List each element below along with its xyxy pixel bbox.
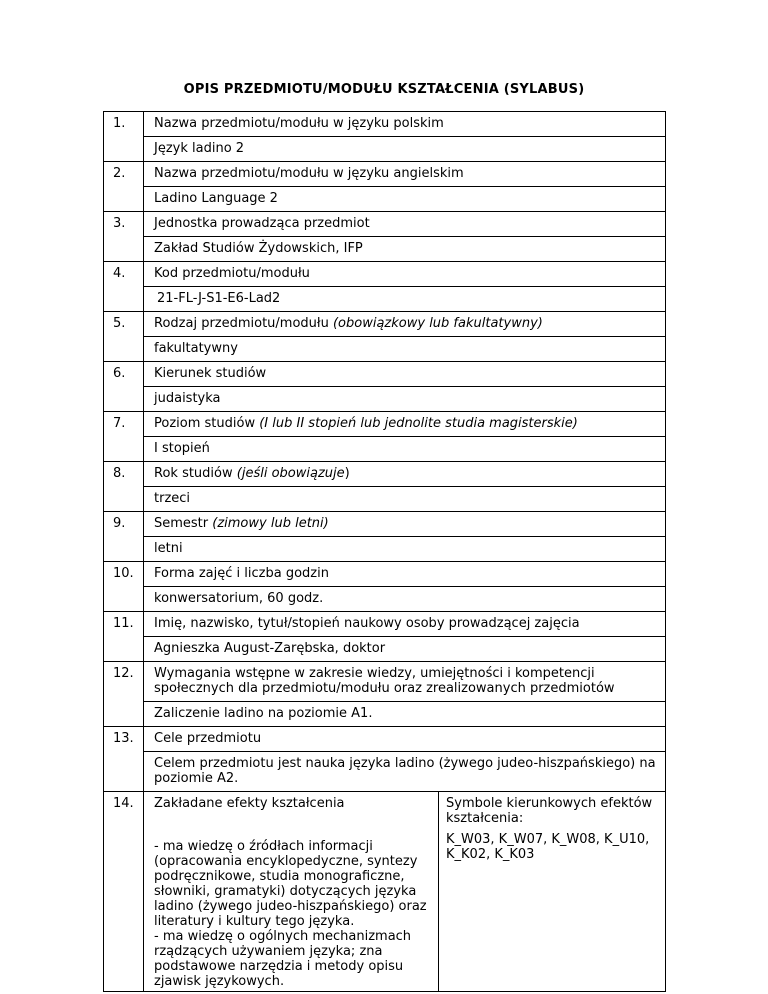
row-number: 12. <box>104 662 144 727</box>
row-label <box>144 612 665 636</box>
label-text: Wymagania wstępne w zakresie wiedzy, umiejętności i kompetencji społecznych dla przedmiotu/modułu oraz zrealizowanych przedmiotów <box>154 666 615 696</box>
label-text: Imię, nazwisko, tytuł/stopień naukowy osoby prowadzącej zajęcia <box>154 616 580 631</box>
row-number: 13. <box>104 727 144 792</box>
table-row <box>104 727 666 792</box>
row-number: 7. <box>104 412 144 462</box>
learning-outcomes-cell <box>144 792 439 991</box>
row-content <box>144 792 666 992</box>
row-number: 8. <box>104 462 144 512</box>
row-content <box>144 412 666 462</box>
label-text: Nazwa przedmiotu/modułu w języku angielskim <box>154 166 464 181</box>
table-row <box>104 512 666 562</box>
label-note: (zimowy lub letni) <box>212 516 329 531</box>
syllabus-table <box>103 111 666 992</box>
row-value: 21-FL-J-S1-E6-Lad2 <box>144 286 665 311</box>
row-value: Język ladino 2 <box>144 136 665 161</box>
row-number: 11. <box>104 612 144 662</box>
table-row <box>104 562 666 612</box>
row-number: 1. <box>104 112 144 162</box>
row-value: I stopień <box>144 436 665 461</box>
row-value: konwersatorium, 60 godz. <box>144 586 665 611</box>
row-value: Agnieszka August-Zarębska, doktor <box>144 636 665 661</box>
row-content <box>144 512 666 562</box>
learning-outcome-item: - ma wiedzę o źródłach informacji (opracowania encyklopedyczne, syntezy podręcznikowe, studia monograficzne, słowniki, gramatyki) dotyczących języka ladino (żywego judeo-hiszpańskiego) oraz literatury i kultury tego języka. <box>154 839 427 929</box>
label-text: Nazwa przedmiotu/modułu w języku polskim <box>154 116 444 131</box>
row-label <box>144 212 665 236</box>
row-value: trzeci <box>144 486 665 511</box>
label-text: Cele przedmiotu <box>154 731 262 746</box>
symbols-cell <box>439 792 665 991</box>
row-number: 9. <box>104 512 144 562</box>
symbols-value: K_W03, K_W07, K_W08, K_U10, K_K02, K_K03 <box>446 832 650 862</box>
label-note: (I lub II stopień lub jednolite studia magisterskie) <box>259 416 578 431</box>
row-label <box>144 412 665 436</box>
table-row <box>104 612 666 662</box>
table-row <box>104 262 666 312</box>
label-text: Forma zajęć i liczba godzin <box>154 566 329 581</box>
table-row <box>104 462 666 512</box>
table-row <box>104 112 666 162</box>
label-text: Rodzaj przedmiotu/modułu <box>154 316 333 331</box>
row-number: 3. <box>104 212 144 262</box>
row-content <box>144 727 666 792</box>
row-label <box>144 462 665 486</box>
row-value: judaistyka <box>144 386 665 411</box>
row-label <box>144 662 665 701</box>
table-row <box>104 312 666 362</box>
row-label <box>144 162 665 186</box>
label-text: Kierunek studiów <box>154 366 267 381</box>
row-content <box>144 612 666 662</box>
row-content <box>144 112 666 162</box>
row-label: Zakładane efekty kształcenia <box>154 796 345 811</box>
row-value: Zakład Studiów Żydowskich, IFP <box>144 236 665 261</box>
row-number: 10. <box>104 562 144 612</box>
row-content <box>144 562 666 612</box>
table-row <box>104 362 666 412</box>
learning-outcomes-list <box>144 839 438 991</box>
row-value: Zaliczenie ladino na poziomie A1. <box>144 701 665 726</box>
row-label <box>144 512 665 536</box>
row-number: 4. <box>104 262 144 312</box>
label-text: Kod przedmiotu/modułu <box>154 266 310 281</box>
table-row <box>104 412 666 462</box>
table-row <box>104 662 666 727</box>
row-label <box>144 312 665 336</box>
learning-outcome-item: - ma wiedzę o ogólnych mechanizmach rządzących używaniem języka; zna podstawowe narzędzia i metody opisu zjawisk językowych. <box>154 929 412 989</box>
row-content <box>144 662 666 727</box>
row-content <box>144 262 666 312</box>
row-value: letni <box>144 536 665 561</box>
row-label <box>144 262 665 286</box>
row-content <box>144 362 666 412</box>
label-note: (jeśli obowiązuje <box>236 466 345 481</box>
row-label <box>144 112 665 136</box>
row-content <box>144 162 666 212</box>
row-number: 5. <box>104 312 144 362</box>
label-tail: ) <box>344 466 350 481</box>
document-title: OPIS PRZEDMIOTU/MODUŁU KSZTAŁCENIA (SYLABUS) <box>183 82 585 97</box>
label-text: Semestr <box>154 516 213 531</box>
table-row <box>104 162 666 212</box>
row-label <box>144 727 665 751</box>
row-number: 2. <box>104 162 144 212</box>
table-row-14 <box>104 792 666 992</box>
row-value: Ladino Language 2 <box>144 186 665 211</box>
row-number: 6. <box>104 362 144 412</box>
label-text: Poziom studiów <box>154 416 260 431</box>
row-value: Celem przedmiotu jest nauka języka ladino (żywego judeo-hiszpańskiego) na poziomie A2. <box>144 751 665 791</box>
row-value: fakultatywny <box>144 336 665 361</box>
row-label <box>144 362 665 386</box>
symbols-label: Symbole kierunkowych efektów kształcenia: <box>446 796 653 826</box>
label-text: Rok studiów <box>154 466 237 481</box>
row-content <box>144 212 666 262</box>
label-text: Jednostka prowadząca przedmiot <box>154 216 370 231</box>
row-label <box>144 562 665 586</box>
label-note: (obowiązkowy lub fakultatywny) <box>332 316 543 331</box>
table-row <box>104 212 666 262</box>
row-content <box>144 312 666 362</box>
row-number: 14. <box>104 792 144 992</box>
row-content <box>144 462 666 512</box>
